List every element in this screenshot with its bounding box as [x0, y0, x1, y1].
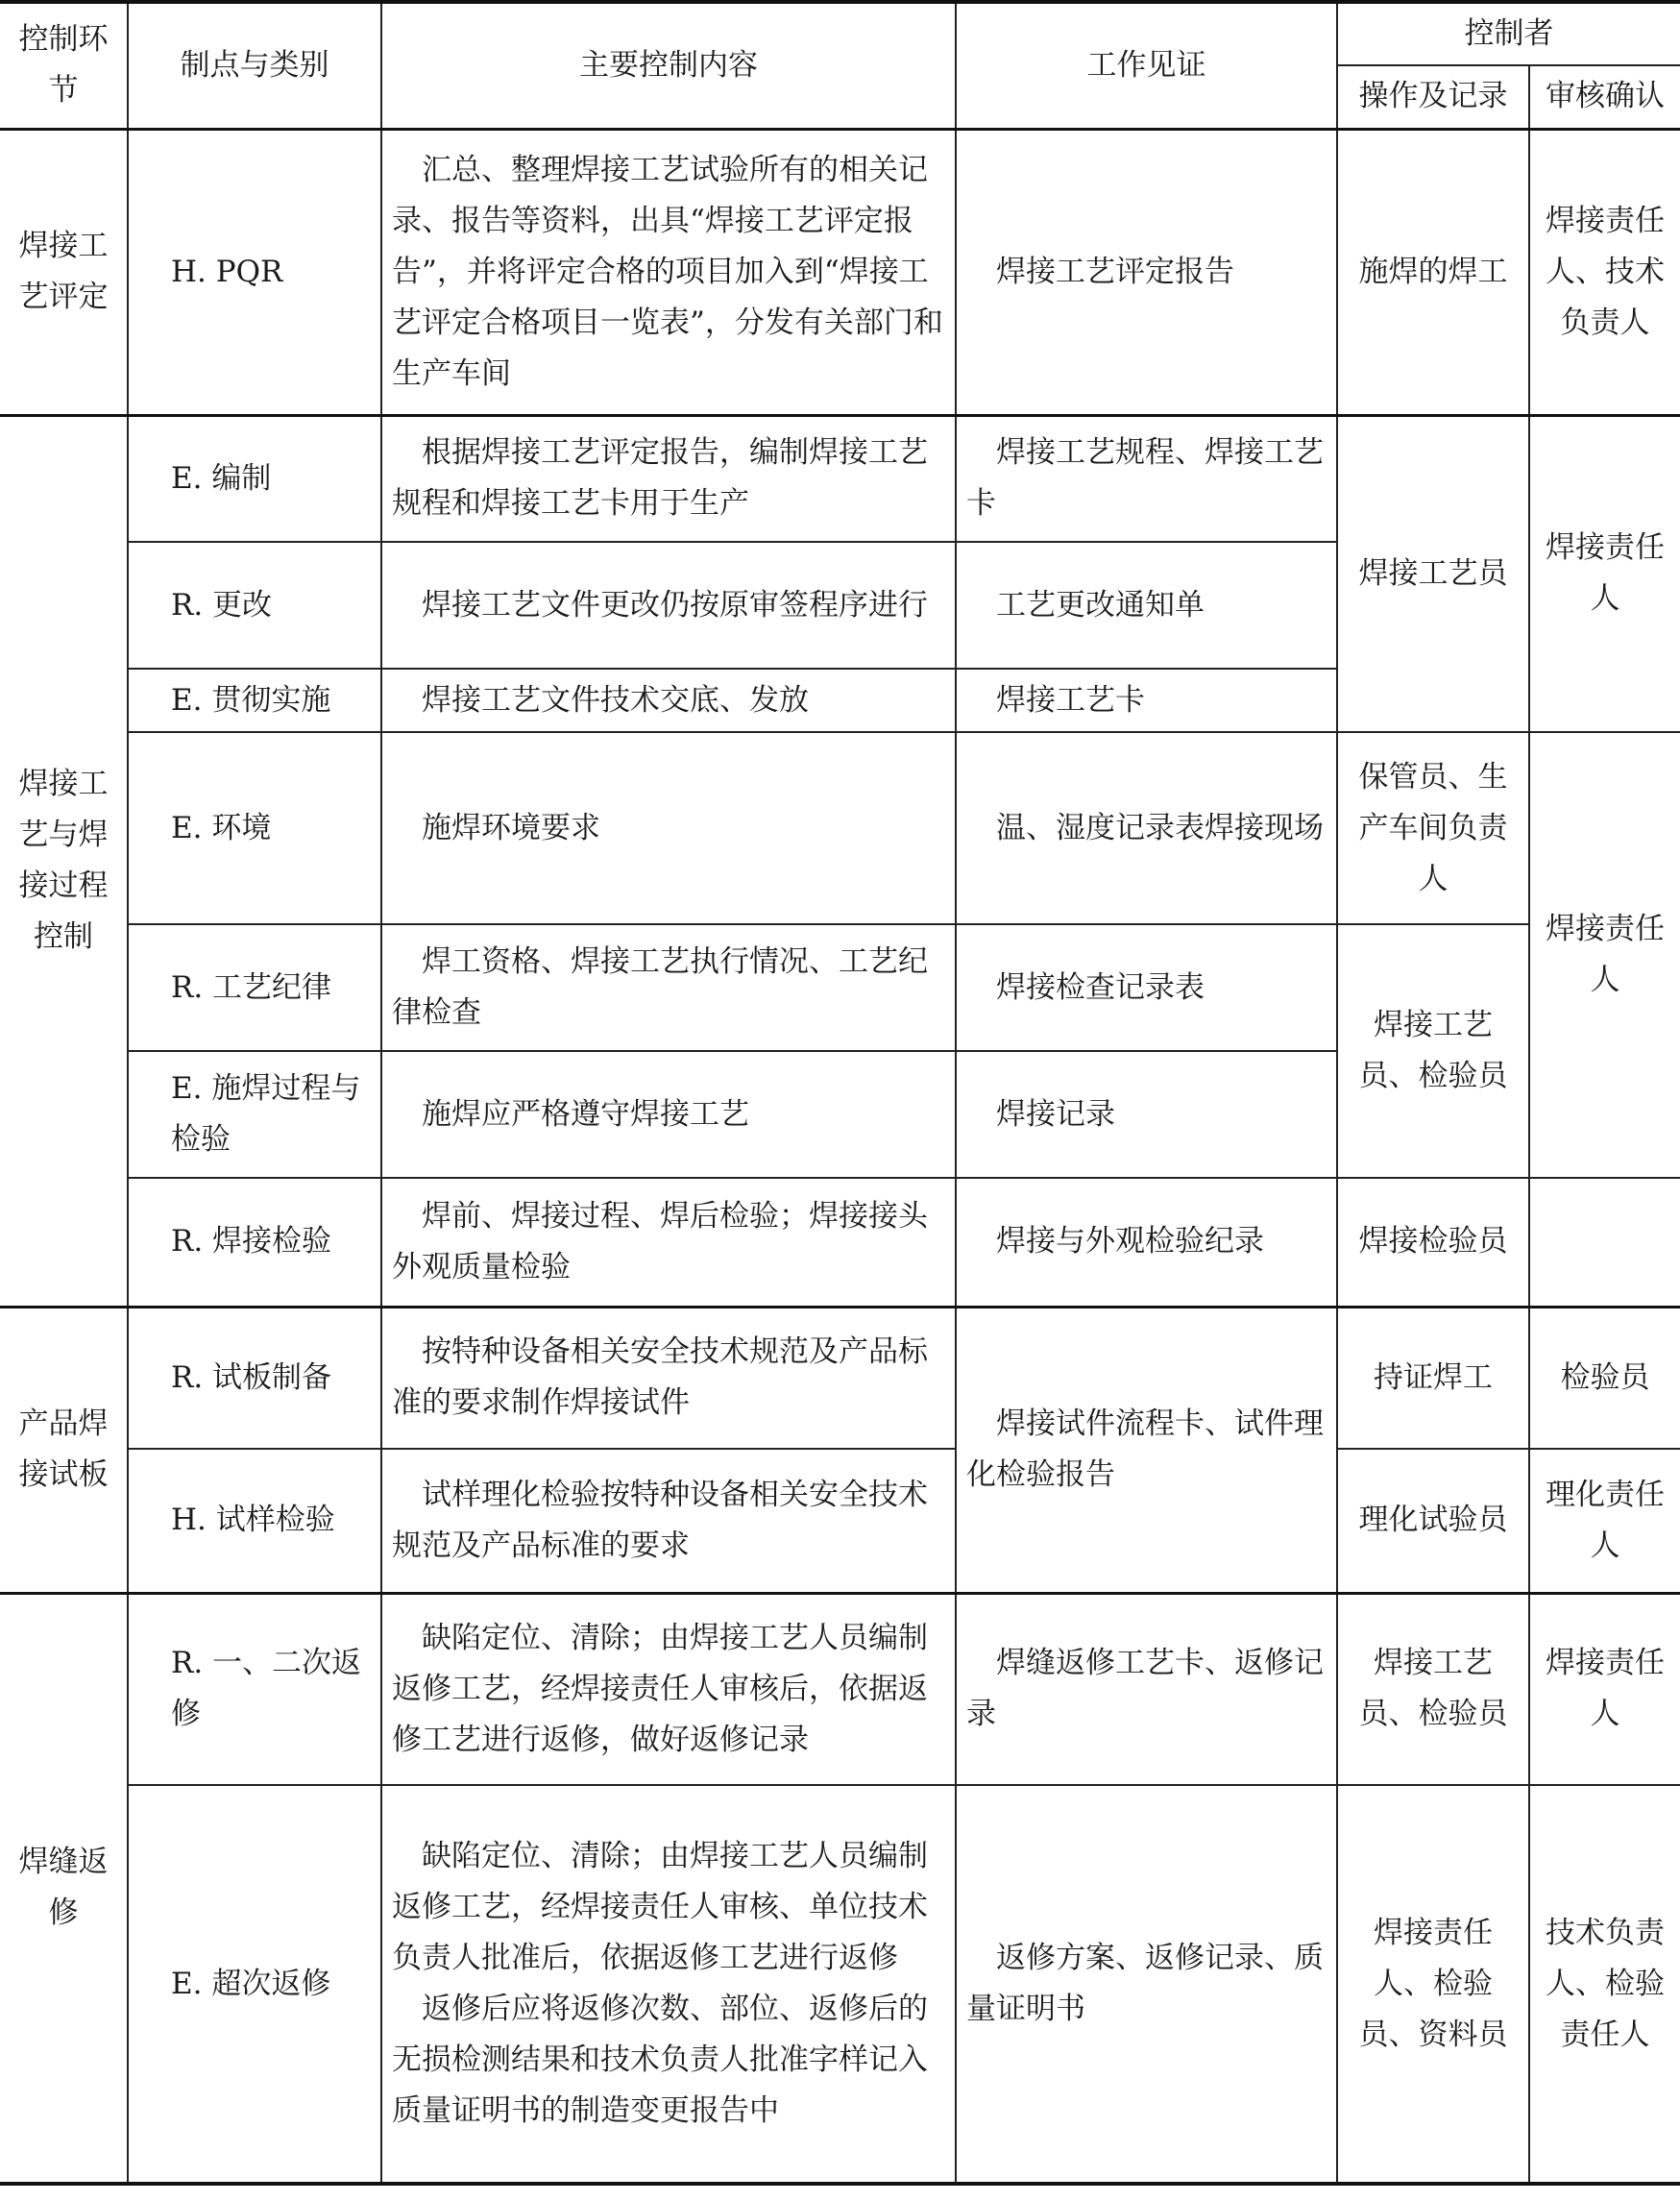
point-cell: E. 贯彻实施 — [128, 669, 381, 732]
content-cell: 根据焊接工艺评定报告，编制焊接工艺规程和焊接工艺卡用于生产 — [381, 415, 956, 542]
point-cell: E. 环境 — [128, 732, 381, 924]
header-reviewer: 审核确认 — [1529, 65, 1680, 129]
evidence-cell: 焊接试件流程卡、试件理化检验报告 — [956, 1307, 1337, 1593]
content-cell: 施焊应严格遵守焊接工艺 — [381, 1051, 956, 1178]
operator-cell: 焊接工艺员、检验员 — [1337, 924, 1529, 1178]
content-cell: 焊接工艺文件更改仍按原审签程序进行 — [381, 542, 956, 669]
table-row — [0, 1178, 1680, 1307]
point-cell: R. 一、二次返修 — [128, 1593, 381, 1785]
evidence-cell: 焊接工艺卡 — [956, 669, 1337, 732]
evidence-cell: 焊接工艺规程、焊接工艺卡 — [956, 415, 1337, 542]
table-row — [0, 1785, 1680, 2184]
table-row — [0, 1307, 1680, 1449]
operator-cell: 施焊的焊工 — [1337, 129, 1529, 415]
reviewer-cell — [1529, 1178, 1680, 1307]
point-cell: R. 工艺纪律 — [128, 924, 381, 1051]
evidence-cell: 焊接与外观检验纪录 — [956, 1178, 1337, 1307]
point-cell: R. 焊接检验 — [128, 1178, 381, 1307]
reviewer-cell: 理化责任人 — [1529, 1449, 1680, 1593]
reviewer-cell: 技术负责人、检验责任人 — [1529, 1785, 1680, 2184]
reviewer-cell: 焊接责任人 — [1529, 732, 1680, 1178]
content-cell: 试样理化检验按特种设备相关安全技术规范及产品标准的要求 — [381, 1449, 956, 1593]
content-cell: 焊工资格、焊接工艺执行情况、工艺纪律检查 — [381, 924, 956, 1051]
reviewer-cell: 检验员 — [1529, 1307, 1680, 1449]
evidence-cell: 焊缝返修工艺卡、返修记录 — [956, 1593, 1337, 1785]
content-cell: 缺陷定位、清除；由焊接工艺人员编制返修工艺，经焊接责任人审核后，依据返修工艺进行返修，做好返修记录 — [381, 1593, 956, 1785]
operator-cell: 焊接检验员 — [1337, 1178, 1529, 1307]
operator-cell: 持证焊工 — [1337, 1307, 1529, 1449]
header-controller: 控制者 — [1337, 2, 1680, 65]
evidence-cell: 焊接记录 — [956, 1051, 1337, 1178]
table-row — [0, 1593, 1680, 1785]
point-cell: H. 试样检验 — [128, 1449, 381, 1593]
content-cell: 施焊环境要求 — [381, 732, 956, 924]
table-row — [0, 415, 1680, 542]
stage-cell: 焊接工艺与焊接过程控制 — [0, 415, 128, 1307]
stage-cell: 焊缝返修 — [0, 1593, 128, 2184]
content-paragraph: 返修后应将返修次数、部位、返修后的无损检测结果和技术负责人批准字样记入质量证明书的制造变更报告中 — [392, 1992, 928, 2128]
evidence-cell: 工艺更改通知单 — [956, 542, 1337, 669]
point-cell: H. PQR — [128, 129, 381, 415]
content-cell: 汇总、整理焊接工艺试验所有的相关记录、报告等资料，出具“焊接工艺评定报告”，并将评定合格的项目加入到“焊接工艺评定合格项目一览表”，分发有关部门和生产车间 — [381, 129, 956, 415]
content-cell: 焊前、焊接过程、焊后检验；焊接接头外观质量检验 — [381, 1178, 956, 1307]
content-cell: 按特种设备相关安全技术规范及产品标准的要求制作焊接试件 — [381, 1307, 956, 1449]
reviewer-cell: 焊接责任人 — [1529, 415, 1680, 732]
table-row — [0, 129, 1680, 415]
evidence-cell: 焊接检查记录表 — [956, 924, 1337, 1051]
header-stage: 控制环节 — [0, 2, 128, 129]
stage-cell: 焊接工艺评定 — [0, 129, 128, 415]
reviewer-cell: 焊接责任人、技术负责人 — [1529, 129, 1680, 415]
table-row — [0, 1449, 1680, 1593]
operator-cell: 焊接工艺员、检验员 — [1337, 1593, 1529, 1785]
reviewer-cell: 焊接责任人 — [1529, 1593, 1680, 1785]
point-cell: E. 施焊过程与检验 — [128, 1051, 381, 1178]
table-row — [0, 732, 1680, 924]
header-evidence: 工作见证 — [956, 2, 1337, 129]
evidence-cell: 温、湿度记录表焊接现场 — [956, 732, 1337, 924]
content-paragraph: 缺陷定位、清除；由焊接工艺人员编制返修工艺，经焊接责任人审核、单位技术负责人批准后，依据返修工艺进行返修 — [392, 1839, 928, 1975]
operator-cell: 理化试验员 — [1337, 1449, 1529, 1593]
table-row — [0, 924, 1680, 1051]
operator-cell: 焊接责任人、检验员、资料员 — [1337, 1785, 1529, 2184]
point-cell: R. 更改 — [128, 542, 381, 669]
point-cell: R. 试板制备 — [128, 1307, 381, 1449]
operator-cell: 保管员、生产车间负责人 — [1337, 732, 1529, 924]
point-cell: E. 超次返修 — [128, 1785, 381, 2184]
header-point: 制点与类别 — [128, 2, 381, 129]
content-cell — [381, 1785, 956, 2184]
stage-cell: 产品焊接试板 — [0, 1307, 128, 1593]
header-operator: 操作及记录 — [1337, 65, 1529, 129]
point-cell: E. 编制 — [128, 415, 381, 542]
evidence-cell: 返修方案、返修记录、质量证明书 — [956, 1785, 1337, 2184]
content-cell: 焊接工艺文件技术交底、发放 — [381, 669, 956, 732]
operator-cell: 焊接工艺员 — [1337, 415, 1529, 732]
header-content: 主要控制内容 — [381, 2, 956, 129]
evidence-cell: 焊接工艺评定报告 — [956, 129, 1337, 415]
